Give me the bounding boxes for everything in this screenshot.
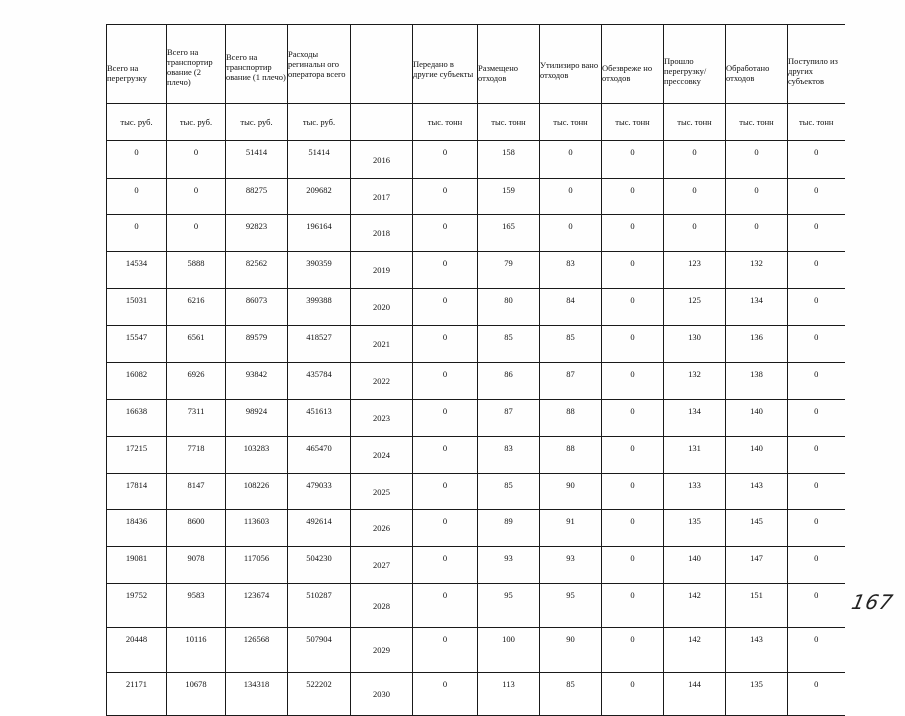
table-cell: 0 bbox=[413, 584, 478, 628]
table-cell: 113603 bbox=[226, 510, 288, 547]
unit-label: тыс. руб. bbox=[107, 104, 167, 141]
table-cell: 0 bbox=[788, 584, 845, 628]
table-cell: 465470 bbox=[288, 437, 351, 474]
table-cell: 9078 bbox=[167, 547, 226, 584]
table-cell: 0 bbox=[602, 141, 664, 179]
table-cell: 0 bbox=[788, 363, 845, 400]
table-cell: 0 bbox=[413, 252, 478, 289]
table-cell: 0 bbox=[726, 215, 788, 252]
column-header: Обработано отходов bbox=[726, 25, 788, 104]
table-cell: 0 bbox=[413, 673, 478, 716]
year-cell: 2027 bbox=[351, 547, 413, 584]
table-cell: 9583 bbox=[167, 584, 226, 628]
table-row bbox=[107, 510, 845, 547]
table-cell: 88275 bbox=[226, 179, 288, 215]
table-cell: 0 bbox=[788, 141, 845, 179]
year-cell: 2018 bbox=[351, 215, 413, 252]
table-cell: 86073 bbox=[226, 289, 288, 326]
year-cell: 2026 bbox=[351, 510, 413, 547]
table-cell: 0 bbox=[602, 215, 664, 252]
table-cell: 8147 bbox=[167, 474, 226, 510]
table-cell: 0 bbox=[540, 215, 602, 252]
year-cell: 2025 bbox=[351, 474, 413, 510]
table-cell: 158 bbox=[478, 141, 540, 179]
table-cell: 87 bbox=[478, 400, 540, 437]
table-cell: 418527 bbox=[288, 326, 351, 363]
table-cell: 0 bbox=[540, 141, 602, 179]
table-cell: 17814 bbox=[107, 474, 167, 510]
table-cell: 15031 bbox=[107, 289, 167, 326]
table-cell: 88 bbox=[540, 437, 602, 474]
table-cell: 0 bbox=[413, 141, 478, 179]
table-cell: 17215 bbox=[107, 437, 167, 474]
table-cell: 159 bbox=[478, 179, 540, 215]
table-cell: 0 bbox=[413, 363, 478, 400]
table-row bbox=[107, 179, 845, 215]
table-cell: 196164 bbox=[288, 215, 351, 252]
year-cell: 2016 bbox=[351, 141, 413, 179]
table-cell: 0 bbox=[602, 510, 664, 547]
table-cell: 140 bbox=[726, 400, 788, 437]
table-cell: 6216 bbox=[167, 289, 226, 326]
table-cell: 130 bbox=[664, 326, 726, 363]
table-cell: 8600 bbox=[167, 510, 226, 547]
table-cell: 0 bbox=[788, 510, 845, 547]
table-cell: 144 bbox=[664, 673, 726, 716]
table-cell: 0 bbox=[413, 628, 478, 673]
table-cell: 165 bbox=[478, 215, 540, 252]
table-cell: 132 bbox=[726, 252, 788, 289]
table-cell: 0 bbox=[788, 673, 845, 716]
table-cell: 507904 bbox=[288, 628, 351, 673]
year-cell: 2023 bbox=[351, 400, 413, 437]
unit-label: тыс. тонн bbox=[726, 104, 788, 141]
year-cell: 2019 bbox=[351, 252, 413, 289]
table-cell: 132 bbox=[664, 363, 726, 400]
unit-label: тыс. руб. bbox=[288, 104, 351, 141]
table-cell: 90 bbox=[540, 474, 602, 510]
table-cell: 492614 bbox=[288, 510, 351, 547]
table-cell: 0 bbox=[788, 326, 845, 363]
table-cell: 134 bbox=[664, 400, 726, 437]
table-cell: 0 bbox=[602, 326, 664, 363]
table-cell: 142 bbox=[664, 584, 726, 628]
table-cell: 93 bbox=[478, 547, 540, 584]
table-row bbox=[107, 289, 845, 326]
table-cell: 151 bbox=[726, 584, 788, 628]
table-cell: 5888 bbox=[167, 252, 226, 289]
units-row bbox=[107, 104, 845, 141]
column-header bbox=[351, 25, 413, 104]
table-cell: 0 bbox=[413, 474, 478, 510]
table-cell: 0 bbox=[726, 179, 788, 215]
table-cell: 435784 bbox=[288, 363, 351, 400]
table-cell: 0 bbox=[602, 673, 664, 716]
column-header: Утилизиро вано отходов bbox=[540, 25, 602, 104]
table-cell: 113 bbox=[478, 673, 540, 716]
table-cell: 87 bbox=[540, 363, 602, 400]
table-cell: 504230 bbox=[288, 547, 351, 584]
table-cell: 85 bbox=[540, 673, 602, 716]
table-cell: 100 bbox=[478, 628, 540, 673]
table-cell: 209682 bbox=[288, 179, 351, 215]
table-cell: 0 bbox=[413, 510, 478, 547]
table-row bbox=[107, 673, 845, 716]
table-cell: 123 bbox=[664, 252, 726, 289]
table-row bbox=[107, 363, 845, 400]
table-cell: 0 bbox=[602, 628, 664, 673]
table-cell: 16082 bbox=[107, 363, 167, 400]
unit-label: тыс. тонн bbox=[413, 104, 478, 141]
table-cell: 0 bbox=[167, 215, 226, 252]
table-cell: 0 bbox=[413, 215, 478, 252]
table-cell: 0 bbox=[602, 289, 664, 326]
table-cell: 0 bbox=[413, 326, 478, 363]
table-cell: 131 bbox=[664, 437, 726, 474]
table-cell: 16638 bbox=[107, 400, 167, 437]
table-cell: 98924 bbox=[226, 400, 288, 437]
table-cell: 88 bbox=[540, 400, 602, 437]
table-cell: 95 bbox=[478, 584, 540, 628]
table-cell: 147 bbox=[726, 547, 788, 584]
table-row bbox=[107, 215, 845, 252]
table-row bbox=[107, 474, 845, 510]
year-cell: 2017 bbox=[351, 179, 413, 215]
table-cell: 93 bbox=[540, 547, 602, 584]
table-cell: 0 bbox=[726, 141, 788, 179]
column-header: Всего на перегрузку bbox=[107, 25, 167, 104]
unit-label: тыс. тонн bbox=[788, 104, 845, 141]
table-cell: 7311 bbox=[167, 400, 226, 437]
year-cell: 2021 bbox=[351, 326, 413, 363]
table-cell: 19081 bbox=[107, 547, 167, 584]
table-row bbox=[107, 584, 845, 628]
year-cell: 2030 bbox=[351, 673, 413, 716]
table-cell: 0 bbox=[413, 437, 478, 474]
table-cell: 51414 bbox=[288, 141, 351, 179]
table-cell: 135 bbox=[664, 510, 726, 547]
table-cell: 80 bbox=[478, 289, 540, 326]
data-table bbox=[106, 24, 845, 716]
table-cell: 399388 bbox=[288, 289, 351, 326]
table-cell: 7718 bbox=[167, 437, 226, 474]
table-cell: 390359 bbox=[288, 252, 351, 289]
table-cell: 10678 bbox=[167, 673, 226, 716]
column-header: Размещено отходов bbox=[478, 25, 540, 104]
unit-label: тыс. тонн bbox=[664, 104, 726, 141]
table-row bbox=[107, 628, 845, 673]
table-cell: 0 bbox=[664, 179, 726, 215]
table-cell: 0 bbox=[788, 252, 845, 289]
table-row bbox=[107, 141, 845, 179]
table-cell: 21171 bbox=[107, 673, 167, 716]
table-cell: 0 bbox=[167, 179, 226, 215]
table-cell: 0 bbox=[540, 179, 602, 215]
column-header: Расходы регинальн ого оператора всего bbox=[288, 25, 351, 104]
year-cell: 2020 bbox=[351, 289, 413, 326]
unit-label: тыс. руб. bbox=[226, 104, 288, 141]
table-cell: 510287 bbox=[288, 584, 351, 628]
table-cell: 20448 bbox=[107, 628, 167, 673]
unit-label bbox=[351, 104, 413, 141]
table-cell: 93842 bbox=[226, 363, 288, 400]
table-cell: 0 bbox=[602, 584, 664, 628]
column-header: Всего на транспортир ование (1 плечо) bbox=[226, 25, 288, 104]
table-cell: 117056 bbox=[226, 547, 288, 584]
unit-label: тыс. тонн bbox=[602, 104, 664, 141]
year-cell: 2028 bbox=[351, 584, 413, 628]
table-cell: 90 bbox=[540, 628, 602, 673]
unit-label: тыс. тонн bbox=[540, 104, 602, 141]
column-header: Обезвреже но отходов bbox=[602, 25, 664, 104]
table-cell: 0 bbox=[788, 289, 845, 326]
table-cell: 138 bbox=[726, 363, 788, 400]
table-cell: 0 bbox=[788, 215, 845, 252]
table-cell: 0 bbox=[107, 215, 167, 252]
table-cell: 0 bbox=[167, 141, 226, 179]
table-cell: 126568 bbox=[226, 628, 288, 673]
table-cell: 79 bbox=[478, 252, 540, 289]
table-cell: 0 bbox=[413, 179, 478, 215]
page-number: 167 bbox=[849, 590, 896, 614]
table-cell: 85 bbox=[478, 326, 540, 363]
table-cell: 133 bbox=[664, 474, 726, 510]
table-cell: 89579 bbox=[226, 326, 288, 363]
table-cell: 123674 bbox=[226, 584, 288, 628]
year-cell: 2024 bbox=[351, 437, 413, 474]
table-cell: 91 bbox=[540, 510, 602, 547]
table-cell: 85 bbox=[540, 326, 602, 363]
table-cell: 0 bbox=[602, 363, 664, 400]
table-cell: 83 bbox=[478, 437, 540, 474]
table-cell: 89 bbox=[478, 510, 540, 547]
column-header: Всего на транспортир ование (2 плечо) bbox=[167, 25, 226, 104]
table-cell: 108226 bbox=[226, 474, 288, 510]
table-cell: 18436 bbox=[107, 510, 167, 547]
table-cell: 0 bbox=[788, 400, 845, 437]
table-cell: 0 bbox=[602, 179, 664, 215]
table-cell: 6926 bbox=[167, 363, 226, 400]
table-cell: 0 bbox=[413, 400, 478, 437]
column-header: Передано в другие субъекты bbox=[413, 25, 478, 104]
table-cell: 136 bbox=[726, 326, 788, 363]
table-cell: 10116 bbox=[167, 628, 226, 673]
table-cell: 82562 bbox=[226, 252, 288, 289]
table-cell: 0 bbox=[602, 437, 664, 474]
table-cell: 140 bbox=[726, 437, 788, 474]
table-cell: 0 bbox=[788, 628, 845, 673]
table-cell: 103283 bbox=[226, 437, 288, 474]
table-cell: 0 bbox=[107, 179, 167, 215]
table-cell: 0 bbox=[602, 547, 664, 584]
table-cell: 19752 bbox=[107, 584, 167, 628]
table-cell: 479033 bbox=[288, 474, 351, 510]
table-cell: 0 bbox=[413, 547, 478, 584]
table-cell: 0 bbox=[788, 474, 845, 510]
table-cell: 0 bbox=[664, 141, 726, 179]
table-row bbox=[107, 547, 845, 584]
table-cell: 134318 bbox=[226, 673, 288, 716]
table-cell: 95 bbox=[540, 584, 602, 628]
table-cell: 0 bbox=[788, 547, 845, 584]
header-row bbox=[107, 25, 845, 104]
table-row bbox=[107, 252, 845, 289]
table-cell: 84 bbox=[540, 289, 602, 326]
table-row bbox=[107, 326, 845, 363]
table-row bbox=[107, 400, 845, 437]
year-cell: 2022 bbox=[351, 363, 413, 400]
table-cell: 0 bbox=[413, 289, 478, 326]
unit-label: тыс. руб. bbox=[167, 104, 226, 141]
column-header: Поступило из других субъектов bbox=[788, 25, 845, 104]
table-cell: 143 bbox=[726, 474, 788, 510]
table-cell: 86 bbox=[478, 363, 540, 400]
year-cell: 2029 bbox=[351, 628, 413, 673]
table-cell: 0 bbox=[664, 215, 726, 252]
table-cell: 83 bbox=[540, 252, 602, 289]
table-cell: 0 bbox=[602, 400, 664, 437]
table-cell: 15547 bbox=[107, 326, 167, 363]
table-cell: 135 bbox=[726, 673, 788, 716]
table-cell: 143 bbox=[726, 628, 788, 673]
table-cell: 6561 bbox=[167, 326, 226, 363]
table-cell: 145 bbox=[726, 510, 788, 547]
table-row bbox=[107, 437, 845, 474]
table-cell: 522202 bbox=[288, 673, 351, 716]
table-cell: 0 bbox=[602, 474, 664, 510]
table-cell: 142 bbox=[664, 628, 726, 673]
table-cell: 451613 bbox=[288, 400, 351, 437]
table-cell: 14534 bbox=[107, 252, 167, 289]
unit-label: тыс. тонн bbox=[478, 104, 540, 141]
table-cell: 0 bbox=[602, 252, 664, 289]
table-cell: 140 bbox=[664, 547, 726, 584]
table-cell: 0 bbox=[788, 437, 845, 474]
table-cell: 134 bbox=[726, 289, 788, 326]
table-cell: 0 bbox=[107, 141, 167, 179]
table-cell: 92823 bbox=[226, 215, 288, 252]
table-cell: 125 bbox=[664, 289, 726, 326]
table-cell: 85 bbox=[478, 474, 540, 510]
column-header: Прошло перегрузку/ прессовку bbox=[664, 25, 726, 104]
table-cell: 51414 bbox=[226, 141, 288, 179]
table-cell: 0 bbox=[788, 179, 845, 215]
